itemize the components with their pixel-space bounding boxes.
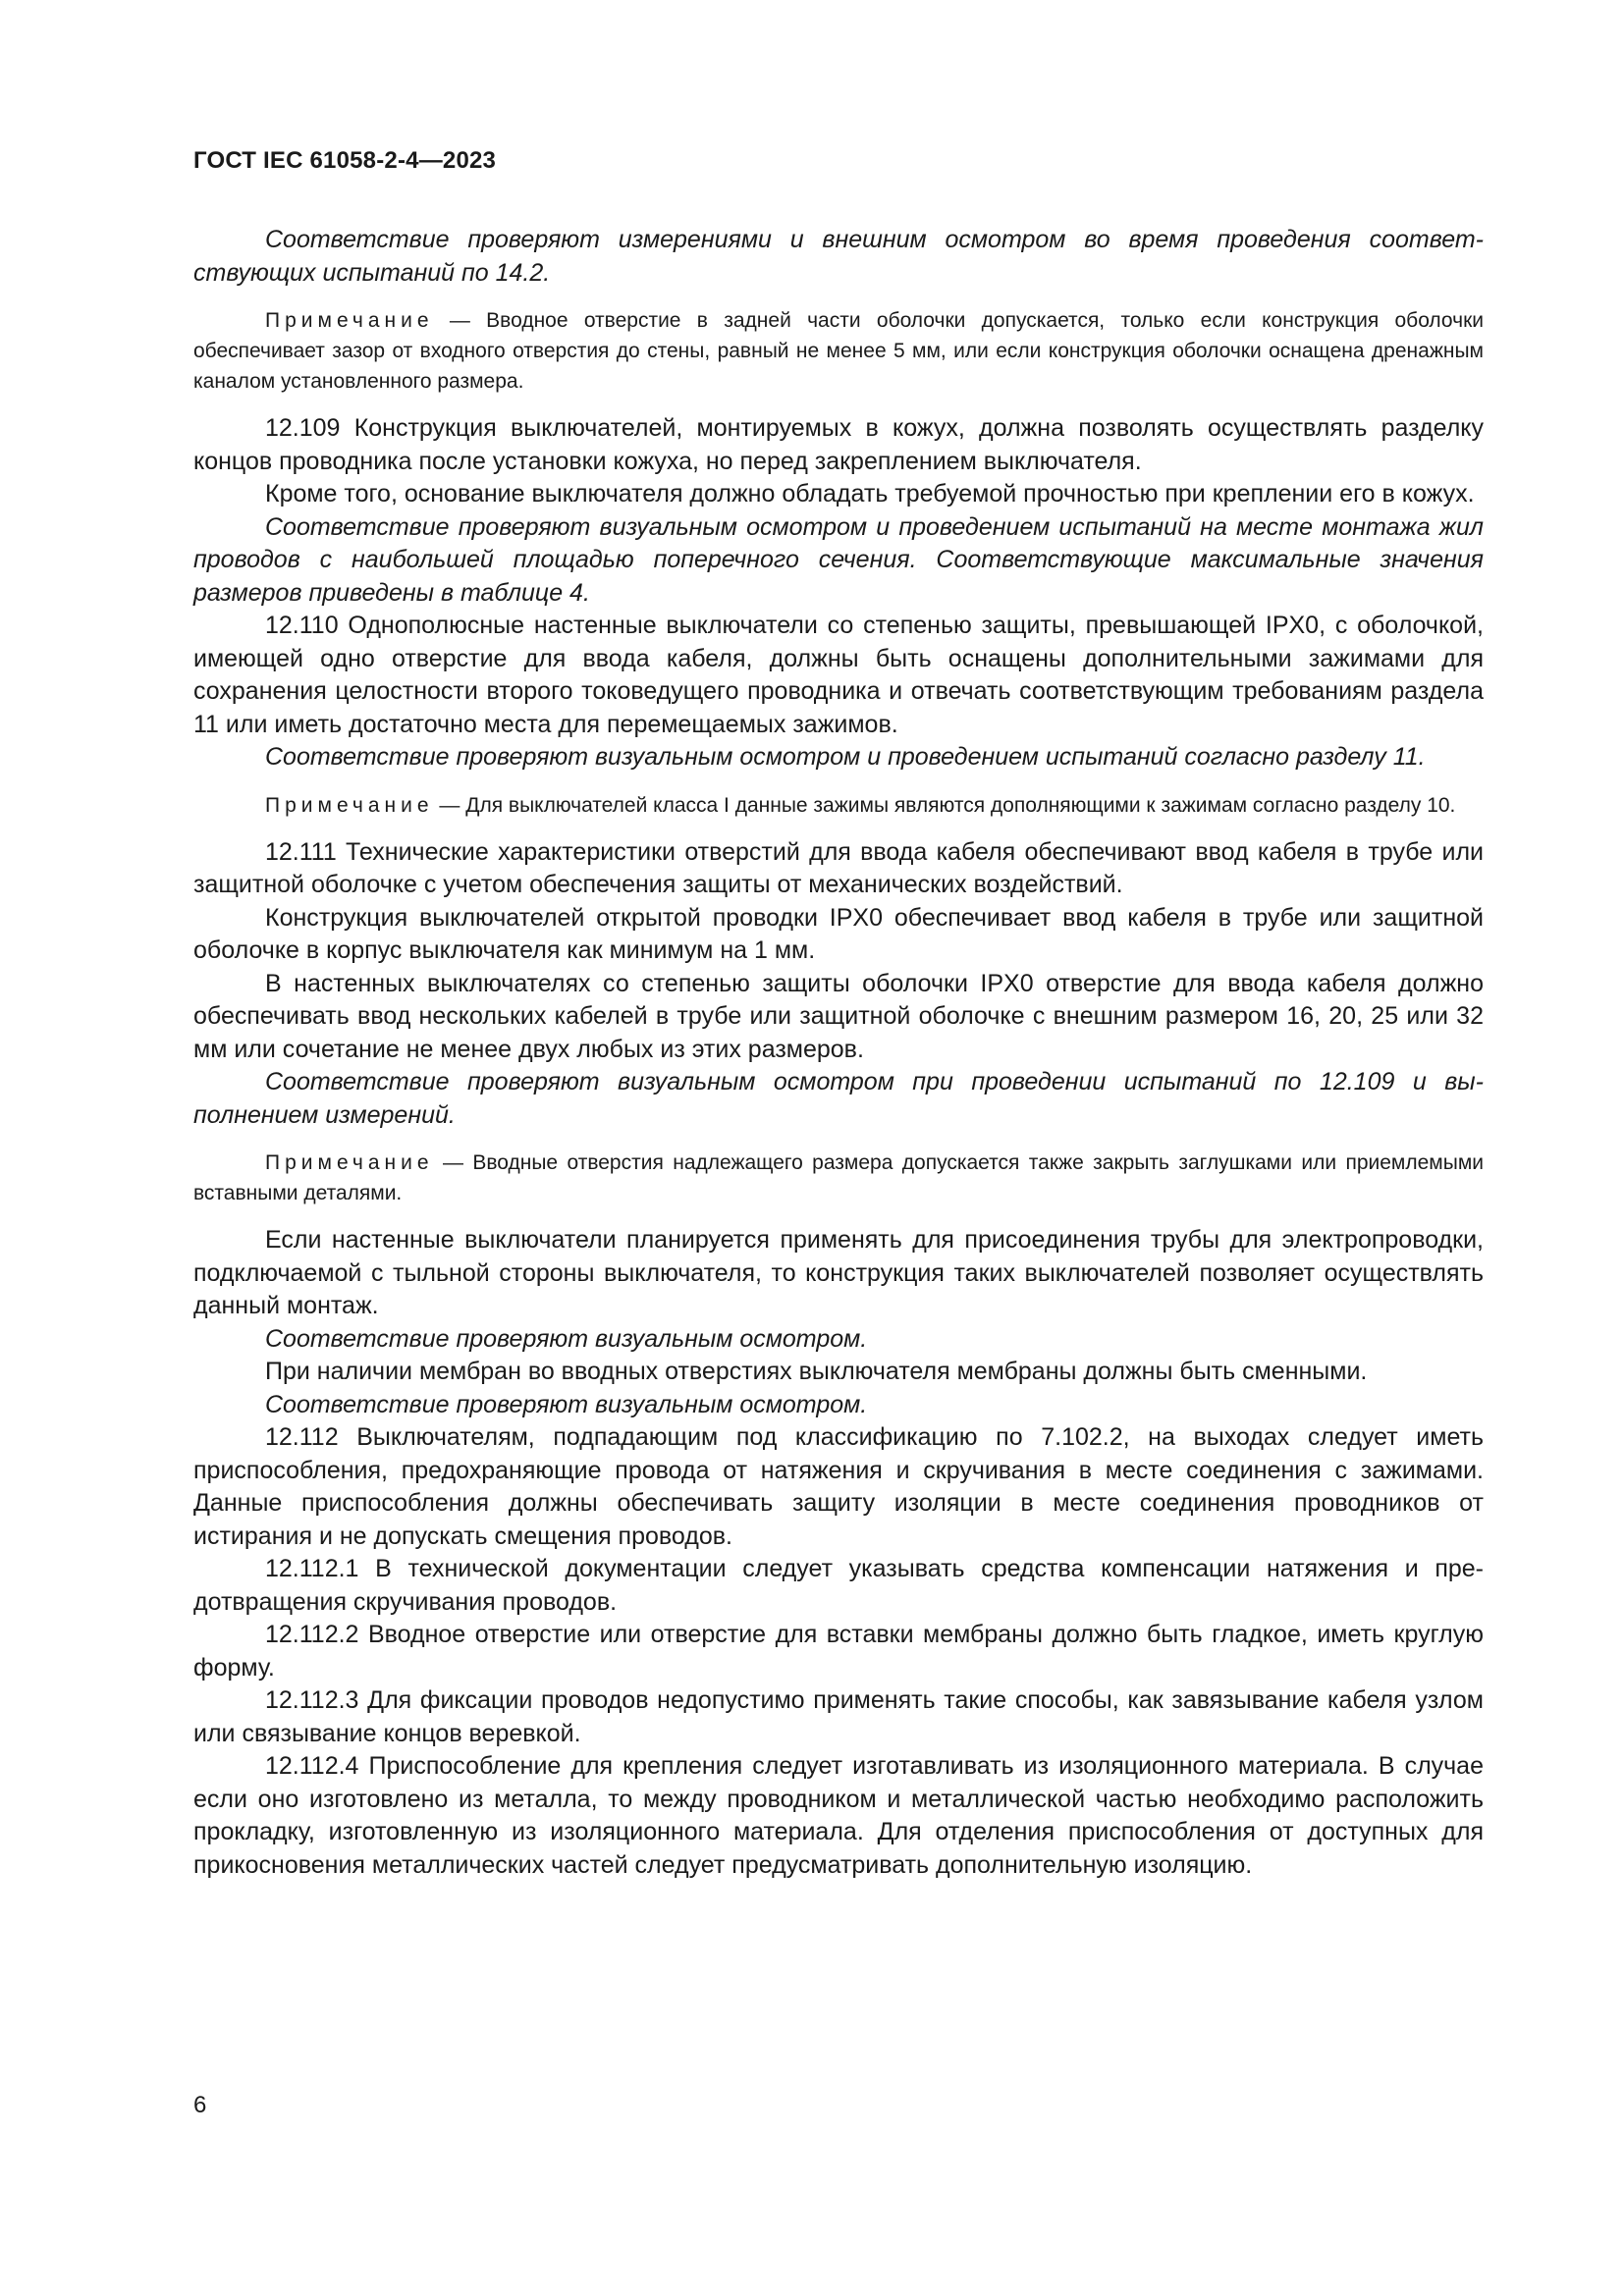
compliance-paragraph: Соответствие проверяют визуальным осмотром при проведении испытаний по 12.109 и выполнением измерений. xyxy=(193,1068,1484,1129)
note xyxy=(193,790,1484,821)
clause-12-109: 12.109 Конструкция выключателей, монтируемых в кожух, должна позволять осуществлять разделку концов проводника после установки кожуха, но перед закреплением выключателя. xyxy=(193,414,1484,475)
compliance-paragraph: Соответствие проверяют визуальным осмотром. xyxy=(265,1324,868,1353)
compliance-paragraph: Соответствие проверяют визуальным осмотром и проведением испытаний на месте монтажа жил проводов с наибольшей площадью поперечного сечения. Соответствующие максимальные значения размеров приведены в таблице 4. xyxy=(193,512,1484,607)
page-number: 6 xyxy=(193,2092,207,2118)
paragraph: Если настенные выключатели планируется применять для присоединения трубы для электропроводки, подключаемой с тыльной стороны выключателя, то конструкция таких выключателей позволяет осуществлять данный монтаж. xyxy=(193,1226,1484,1319)
paragraph: В настенных выключателях со степенью защиты оболочки IPX0 отверстие для ввода кабеля должно обеспечивать ввод нескольких кабелей в трубе или защитной оболочке с внешним размером 16, 20, 25 или 32 мм или сочетание не менее двух любых из этих размеров. xyxy=(193,969,1484,1063)
document-header: ГОСТ IEC 61058-2-4—2023 xyxy=(193,147,497,174)
note-text: — Для выключателей класса I данные зажимы являются дополняющими к зажимам согласно разделу 10. xyxy=(433,793,1456,817)
clause-12-112-4: 12.112.4 Приспособление для крепления следует изготавливать из изоляционного материала. В случае если оно изготовлено из металла, то между проводником и металлической частью необходимо расположить прокладку, изготовленную из изоляционного материала. Для отделения приспособления от доступных для прикосновения металлических частей следует предусматривать дополнительную изоляцию. xyxy=(193,1752,1484,1879)
clause-12-112-2: 12.112.2 Вводное отверстие или отверстие для вставки мембраны должно быть гладкое, иметь круглую форму. xyxy=(193,1621,1484,1682)
note-text: — Вводное отверстие в задней части оболочки допускается, только если конструкция оболочки обеспечивает зазор от входного отверстия до стены, равный не менее 5 мм, или если конструкция оболочки оснащена дренажным каналом установленного размера. xyxy=(193,309,1484,393)
note-text: — Вводные отверстия надлежащего размера допускается также закрыть заглушками или приемлемыми вставными деталями. xyxy=(193,1151,1484,1204)
clause-12-112-1: 12.112.1 В технической документации следует указывать средства компенсации натяжения и предотвращения скручивания проводов. xyxy=(193,1555,1484,1616)
note-label: Примечание xyxy=(265,1151,434,1174)
document-body xyxy=(193,224,1484,1882)
clause-12-112-3: 12.112.3 Для фиксации проводов недопустимо применять такие способы, как завязывание кабеля узлом или связывание концов веревкой. xyxy=(193,1686,1484,1747)
note-label: Примечание xyxy=(265,793,434,817)
compliance-paragraph: Соответствие проверяют визуальным осмотром. xyxy=(265,1390,868,1418)
compliance-paragraph: Соответствие проверяют визуальным осмотром и проведением испытаний согласно разделу 11. xyxy=(265,743,1426,771)
note-label: Примечание xyxy=(265,309,434,332)
compliance-paragraph: Соответствие проверяют измерениями и внешним осмотром во время проведения соответствующих испытаний по 14.2. xyxy=(193,226,1484,287)
paragraph: Конструкция выключателей открытой проводки IPX0 обеспечивает ввод кабеля в трубе или защитной оболочке в корпус выключателя как минимум на 1 мм. xyxy=(193,903,1484,964)
note xyxy=(193,305,1484,397)
clause-12-112: 12.112 Выключателям, подпадающим под классификацию по 7.102.2, на выходах следует иметь приспособления, предохраняющие провода от натяжения и скручивания в месте соединения с зажимами. Данные приспособления должны обеспечивать защиту изоляции в месте соединения проводников от истирания и не допускать смещения проводов. xyxy=(193,1423,1484,1550)
clause-12-110: 12.110 Однополюсные настенные выключатели со степенью защиты, превышающей IPX0, с оболочкой, имеющей одно отверстие для ввода кабеля, должны быть оснащены дополнительными зажимами для сохранения целостности второго токоведущего проводника и отвечать соответствующим требованиям раздела 11 или иметь достаточно места для перемещаемых зажимов. xyxy=(193,612,1484,738)
paragraph: Кроме того, основание выключателя должно обладать требуемой прочностью при креплении его в кожух. xyxy=(265,480,1475,507)
clause-12-111: 12.111 Технические характеристики отверстий для ввода кабеля обеспечивают ввод кабеля в трубе или защитной оболочке с учетом обеспечения защиты от механических воздействий. xyxy=(193,837,1484,898)
note xyxy=(193,1148,1484,1208)
paragraph: При наличии мембран во вводных отверстиях выключателя мембраны должны быть сменными. xyxy=(265,1358,1368,1385)
